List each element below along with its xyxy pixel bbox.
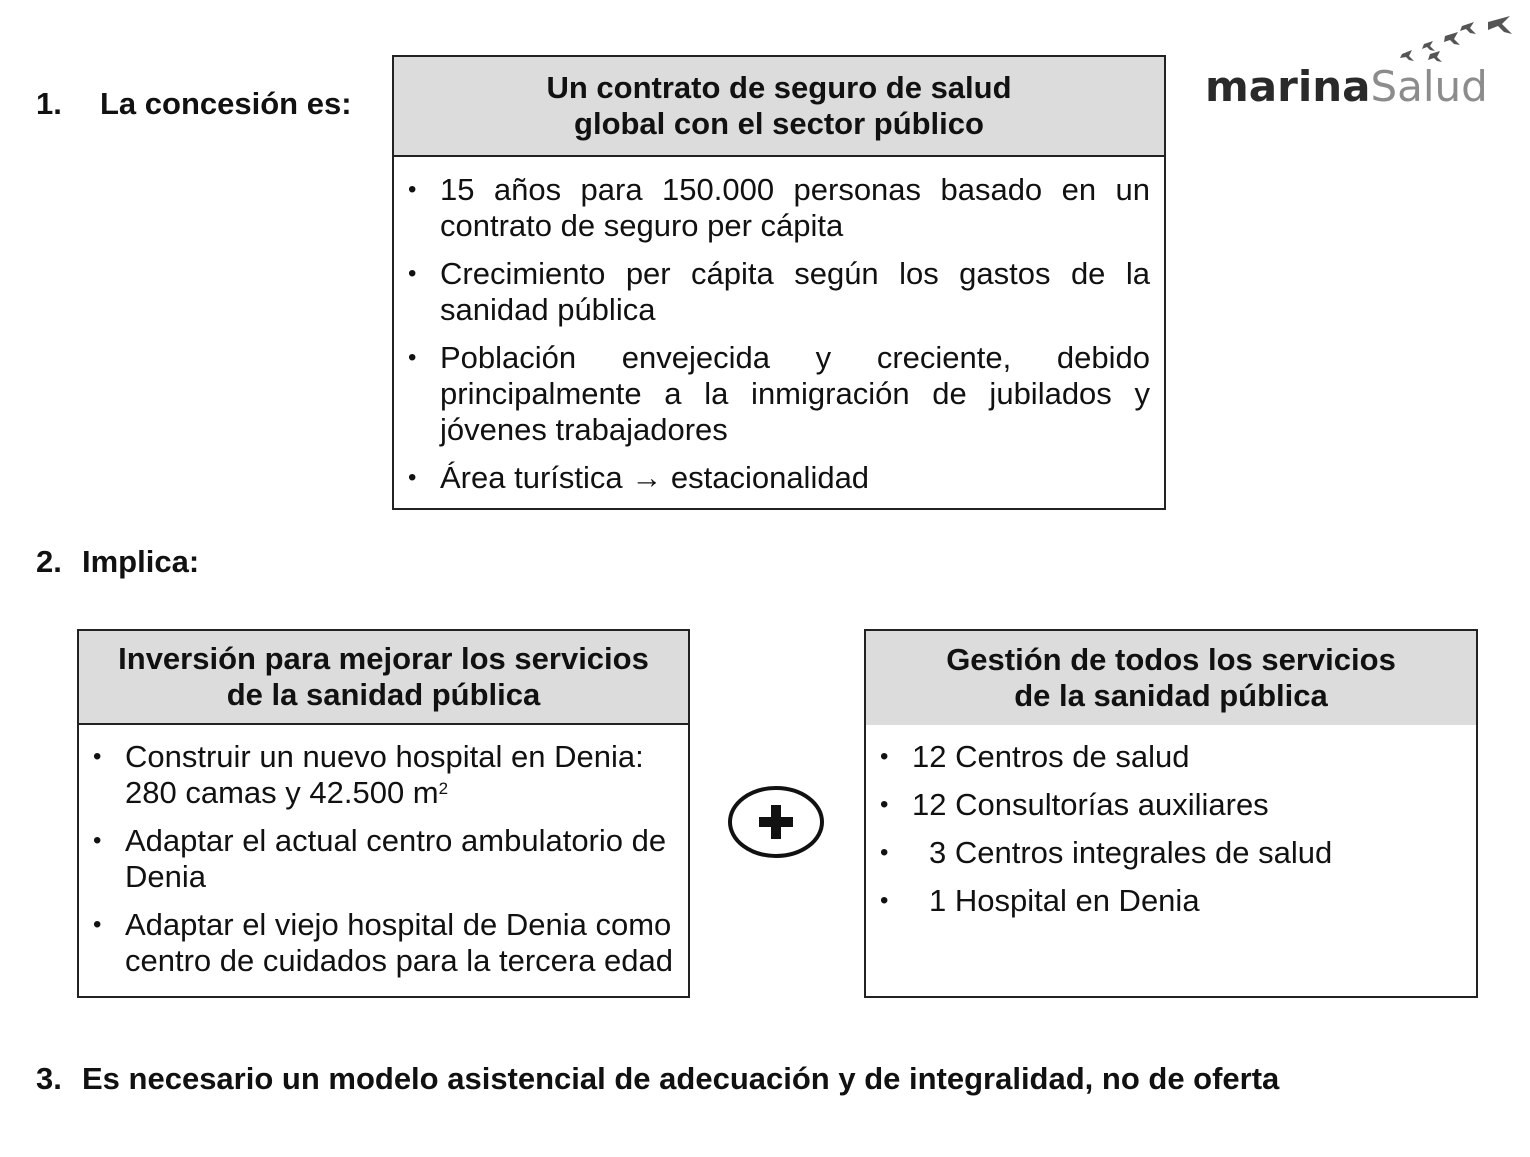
superscript: 2 [438,779,449,798]
logo-text-salud: Salud [1370,62,1488,111]
management-list [866,725,1476,919]
list-item: • 12 Consultorías auxiliares [880,787,1464,823]
list-item: • Área turística → estacionalidad [408,460,1150,496]
list-item: • 1 Hospital en Denia [880,883,1464,919]
list-item: • 12 Centros de salud [880,739,1464,775]
plus-icon [727,785,825,859]
list-item: • 3 Centros integrales de salud [880,835,1464,871]
management-title-line1: Gestión de todos los servicios [946,642,1396,677]
concession-title-line1: Un contrato de seguro de salud [546,70,1012,105]
section3-number: 3. [36,1061,62,1096]
section3-label: Es necesario un modelo asistencial de adecuación y de integralidad, no de oferta [82,1061,1280,1096]
section2-heading [36,546,199,577]
logo-text [1205,62,1488,111]
concession-list [394,157,1164,496]
section1-number: 1. [36,86,62,121]
list-item [93,739,676,811]
section1-label: La concesión es: [100,86,352,121]
section2-label: Implica: [82,544,200,579]
investment-list [79,725,688,979]
list-item: • Crecimiento per cápita según los gastos de la sanidad pública [408,256,1150,328]
concession-box-title [394,57,1164,157]
investment-item1-text: Construir un nuevo hospital en Denia: 280 camas y 42.500 m [125,739,644,810]
management-title-line2: de la sanidad pública [1014,678,1328,713]
marinasalud-logo [1205,14,1515,114]
investment-box-title [79,631,688,725]
investment-box [77,629,690,998]
section2-number: 2. [36,544,62,579]
investment-title-line2: de la sanidad pública [226,677,541,712]
section3-heading [36,1063,1279,1094]
concession-title-line2: global con el sector público [574,106,984,141]
management-box [864,629,1478,998]
investment-title-line1: Inversión para mejorar los servicios [118,641,649,676]
concession-box [392,55,1166,510]
list-item: • Población envejecida y creciente, debido principalmente a la inmigración de jubilados y jóvenes trabajadores [408,340,1150,448]
section1-heading [36,88,352,119]
logo-text-marina: marina [1205,62,1371,111]
birds-icon [1400,14,1515,64]
list-item: • 15 años para 150.000 personas basado en un contrato de seguro per cápita [408,172,1150,244]
list-item: • Adaptar el viejo hospital de Denia como centro de cuidados para la tercera edad [93,907,676,979]
list-item: • Adaptar el actual centro ambulatorio de Denia [93,823,676,895]
management-box-title [866,631,1476,725]
